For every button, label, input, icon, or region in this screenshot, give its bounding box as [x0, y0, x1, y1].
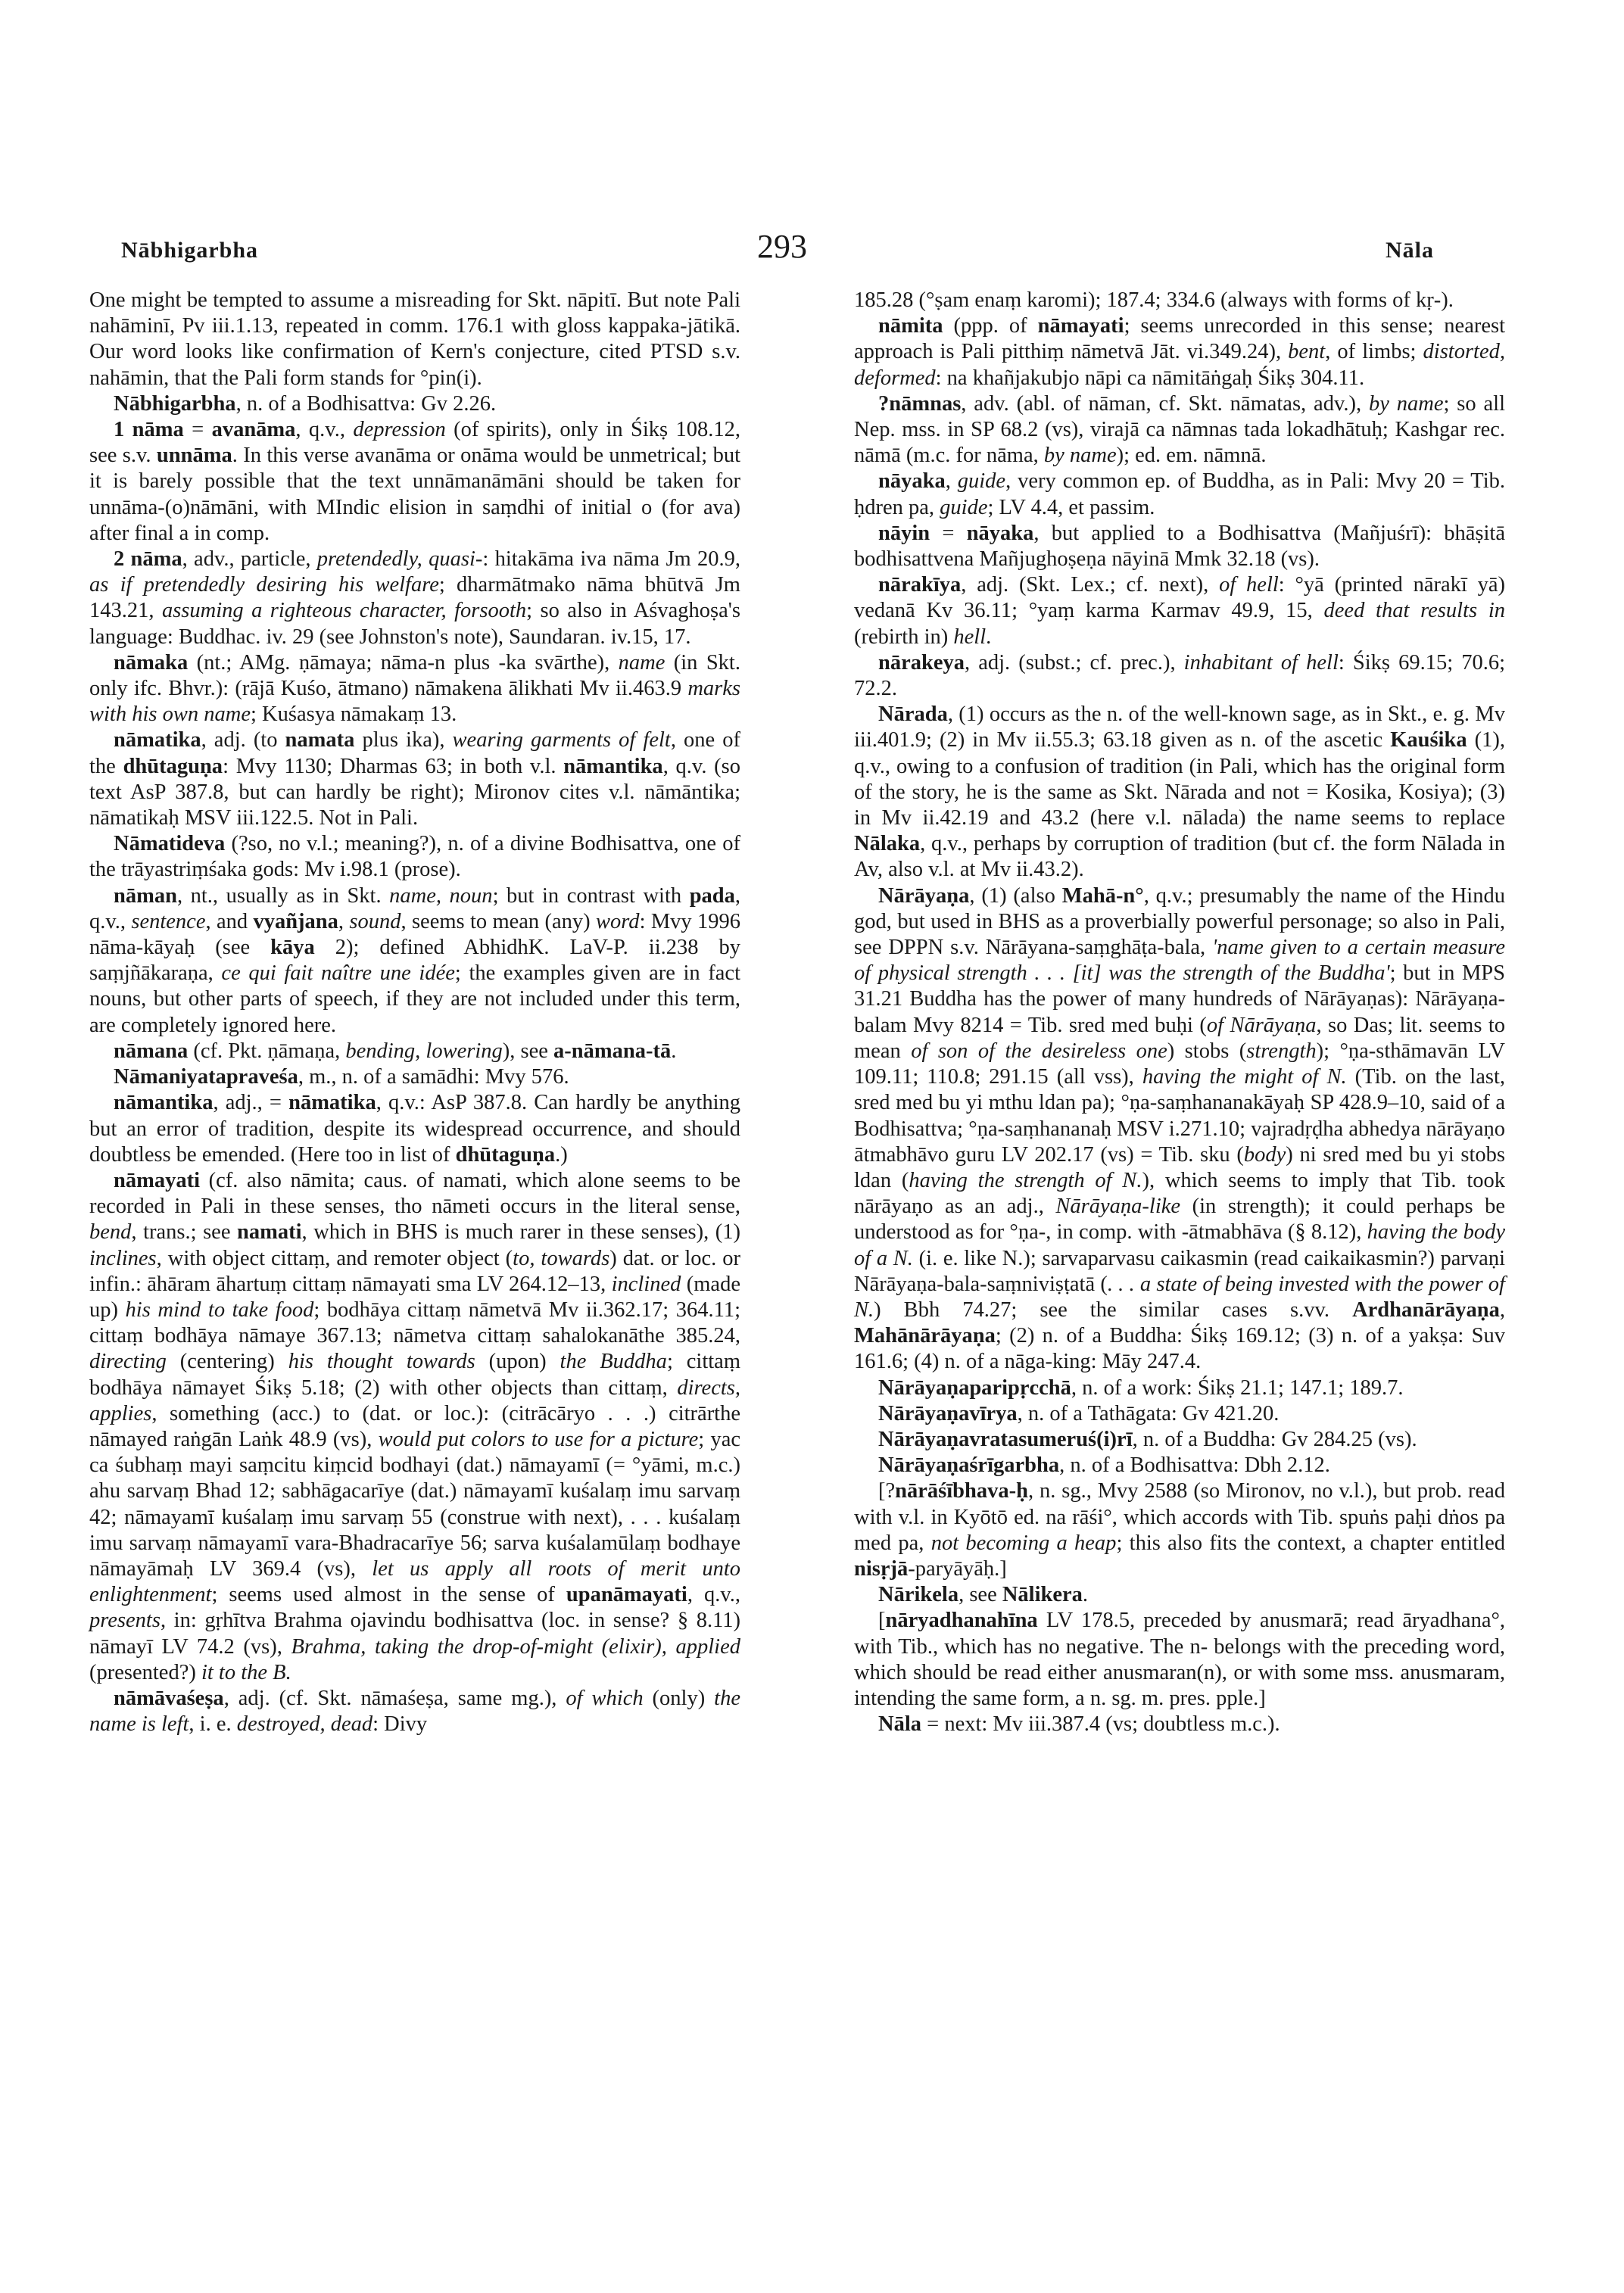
entry-text: , q.v., — [295, 418, 354, 442]
gloss-italic: bent — [1288, 340, 1326, 364]
dictionary-entry-nama-2 — [89, 547, 740, 650]
gloss-italic: of hell — [1219, 573, 1279, 597]
gloss-italic: hell — [953, 625, 987, 649]
entry-text: ) Bbh 74.27; see the similar cases s.vv. — [874, 1298, 1353, 1322]
entry-text: , — [338, 909, 350, 933]
headword: Ardhanārāyaṇa — [1352, 1298, 1500, 1322]
entry-text: (?so, no v.l.; meaning?), n. of a divine Bodhisattva, one of the trāyastriṃśaka gods: Mv i.98.1 (prose). — [89, 832, 740, 882]
entry-text: ; so all Nep. mss. in SP 68.2 (vs), virajā ca nāmnas tada lokadhātuḥ; Kashgar rec. nāmā (m.c. for nāma, — [854, 391, 1506, 468]
gloss-italic: by name — [1368, 391, 1444, 416]
gloss-italic: destroyed, dead — [236, 1712, 373, 1737]
entry-text: , i. e. — [189, 1712, 237, 1737]
gloss-italic: by name — [1043, 444, 1117, 468]
entry-text: , n. of a Buddha: Gv 284.25 (vs). — [1132, 1427, 1417, 1451]
headword: Nārāyaṇa — [878, 883, 970, 908]
entry-text: , very common ep. of Buddha, as in Pali: Mvy 20 = Tib. ḥdren pa, — [854, 469, 1505, 519]
entry-text: : hitakāma iva nāma Jm 20.9, — [482, 547, 741, 572]
headword: Nābhigarbha — [114, 391, 236, 416]
gloss-italic: having the body of a N. — [854, 1220, 1505, 1270]
entry-text: . In this verse avanāma or onāma would be unmetrical; but it is barely possible that the text unnāmanāmāni should be taken for unnāma-(o)nāmāni, with MIndic elision in saṃdhi of initial o (for ava) after final a in comp. — [89, 444, 741, 545]
entry-text: : °yā (printed nārakī yā) vedanā Kv 36.11; °yaṃ karma Karmav 49.9, 15, — [854, 573, 1505, 623]
entry-text: ; but in contrast with — [492, 883, 690, 908]
headword: nāmantika — [563, 754, 663, 778]
dictionary-entry-namaka — [89, 650, 740, 728]
entry-text: , something (acc.) to (dat. or loc.): (citrācāryo . . .) citrārthe nāmayed raṅgān Laṅk 48.9 (vs), — [89, 1401, 740, 1451]
entry-text: 2); defined AbhidhK. LaV-P. ii.238 by saṃjñākaraṇa, — [89, 936, 741, 986]
gloss-italic: name, noun — [389, 883, 493, 908]
entry-text: ; yac ca śubhaṃ mayi saṃcitu kiṃcid bodhayi (dat.) nāmayamī (= °yāmi, m.c.) ahu sarvaṃ Bhad 12; sabhāgacarīye (dat.) nāmayamī kuśalaṃ imu sarvaṃ 42; nāmayamī kuśalaṃ imu sarvaṃ 55 (construe with next), . . . kuśalaṃ imu sarvaṃ nāmayamī vara-Bhadracarīye 56; sarva kuśalamūlaṃ bodhaye nāmayāmaḥ LV 369.4 (vs), — [89, 1427, 740, 1581]
headword: nāmayati — [114, 1168, 200, 1192]
dictionary-entry-naryadhanahina — [854, 1608, 1505, 1712]
entry-text: , adj., = — [213, 1091, 289, 1115]
left-column — [89, 288, 740, 1737]
entry-text: (ppp. of — [943, 314, 1038, 338]
entry-text: , seems to mean (any) — [401, 909, 597, 933]
entry-text: ; but in MPS 31.21 Buddha has the power of many hundreds of Nārāyaṇas): Nārāyaṇa-balam Mvy 8214 = Tib. sred med buḥi ( — [854, 961, 1505, 1037]
entry-text: (in Skt. only ifc. Bhvr.): (rājā Kuśo, ātmano) nāmakena ālikhati Mv ii.463.9 — [89, 650, 740, 701]
entry-text: ; (2) n. of a Buddha: Śikṣ 169.12; (3) n. of a yakṣa: Suv 161.6; (4) n. of a nāga-king: Māy 247.4. — [854, 1324, 1505, 1374]
headword: nāmita — [878, 314, 943, 338]
gloss-italic: inclined — [611, 1272, 681, 1296]
entry-text: = — [183, 418, 212, 442]
entry-text: ; Kuśasya nāmakaṃ 13. — [250, 703, 457, 727]
entry-text: [? — [878, 1479, 896, 1503]
headword: nāman — [114, 883, 177, 908]
entry-text: , nt., usually as in Skt. — [176, 883, 390, 908]
entry-text: (i. e. like N.); sarvaparvasu caikasmin (read caikaikasmin?) parvaṇi Nārāyaṇa-bala-saṃniviṣṭatā ( — [854, 1246, 1505, 1296]
gloss-italic: would put colors to use for a picture — [378, 1427, 699, 1451]
gloss-italic: marks with his own name — [89, 677, 740, 727]
entry-text: 185.28 (°ṣam enaṃ karomi); 187.4; 334.6 (always with forms of kṛ-). — [854, 288, 1454, 312]
entry-text: (nt.; AMg. ṇāmaya; nāma-n plus -ka svārthe), — [188, 650, 619, 675]
gloss-italic: as if pretendedly desiring his welfare — [89, 573, 439, 597]
gloss-italic: having the strength of N. — [909, 1168, 1142, 1192]
entry-text: , q.v., perhaps by corruption of tradition (but cf. the form Nālada in Av, also v.l. at Mv ii.43.2). — [854, 832, 1505, 882]
entry-text: (cf. also nāmita; caus. of namati, which alone seems to be recorded in Pali in these senses, tho nāmeti occurs in the literal sense, — [89, 1168, 740, 1219]
headword: nāyaka — [966, 521, 1034, 545]
entry-text: , one of the — [89, 728, 740, 778]
entry-text: . — [986, 625, 992, 649]
gloss-italic: Brahma, taking the drop-of-might (elixir), applied — [291, 1634, 740, 1659]
headword: Nārikela — [878, 1583, 959, 1607]
entry-text: , adj. (subst.; cf. prec.), — [965, 650, 1184, 675]
headword: nāmana — [114, 1039, 189, 1063]
headword: Nārāyaṇaparipṛcchā — [878, 1375, 1071, 1400]
headword: namata — [285, 728, 355, 752]
headword: nāyin — [878, 521, 930, 545]
gloss-italic: . . . a state of being invested with the power of N. — [854, 1272, 1505, 1322]
entry-text: , q.v., — [89, 883, 741, 933]
entry-text: (upon) — [475, 1350, 560, 1374]
gloss-italic: bend — [89, 1220, 132, 1245]
headword: Mahānārāyaṇa — [854, 1324, 996, 1348]
dictionary-entry-namatika — [89, 727, 740, 831]
entry-text: , adv. (abl. of nāman, cf. Skt. nāmatas, adv.), — [961, 391, 1369, 416]
entry-text: ; cittaṃ bodhāya nāmayet Śikṣ 5.18; (2) with other objects than cittaṃ, — [89, 1350, 740, 1400]
gloss-italic: inhabitant of hell — [1183, 650, 1339, 675]
gloss-italic: body — [1243, 1142, 1286, 1167]
headword: Nārada — [878, 703, 948, 727]
entry-text: , adj. (Skt. Lex.; cf. next), — [961, 573, 1220, 597]
gloss-italic: having the might of N. — [1142, 1065, 1347, 1089]
dictionary-entry-namayati — [89, 1168, 740, 1686]
entry-text: (only) — [643, 1686, 715, 1710]
entry-text: (presented?) — [89, 1660, 201, 1684]
entry-text: (rebirth in) — [854, 625, 954, 649]
gloss-italic: depression — [353, 418, 446, 442]
headword: Nārāyaṇaśrīgarbha — [878, 1453, 1060, 1478]
entry-text: , n. of a Bodhisattva: Gv 2.26. — [235, 391, 497, 416]
dictionary-entry-nabhigarbha — [89, 391, 740, 417]
headword: 2 nāma — [114, 547, 182, 572]
dictionary-entry-namnas — [854, 391, 1505, 469]
headword: nāryadhanahīna — [885, 1609, 1038, 1633]
dictionary-entry-namavasesa — [89, 1686, 740, 1737]
entry-text: : na khañjakubjo nāpi ca nāmitāṅgaḥ Śikṣ 304.11. — [935, 366, 1365, 390]
dictionary-entry-nayin — [854, 521, 1505, 572]
gloss-italic: sound — [349, 909, 401, 933]
entry-text: = next: Mv iii.387.4 (vs; doubtless m.c.). — [921, 1712, 1280, 1737]
gloss-italic: wearing garments of felt — [452, 728, 671, 752]
entry-text: , n. sg., Mvy 2588 (so Mironov, no v.l.), but prob. read with v.l. in Kyōtō ed. na rāśi°, which accords with Tib. spuṅs paḥi dṅos pa med pa, — [854, 1479, 1505, 1555]
gloss-italic: pretendedly, quasi- — [316, 547, 483, 572]
dictionary-entry-narayanavirya — [854, 1401, 1505, 1427]
gloss-italic: directs, applies — [89, 1375, 740, 1425]
entry-text: , of limbs; — [1325, 340, 1423, 364]
entry-text: ) stobs ( — [1167, 1039, 1247, 1063]
entry-text: , m., n. of a samādhi: Mvy 576. — [298, 1065, 569, 1089]
page-number: 293 — [757, 228, 807, 265]
dictionary-entry-nala — [854, 1712, 1505, 1737]
dictionary-entry-nayaka — [854, 469, 1505, 520]
dictionary-entry-narayana — [854, 883, 1505, 1375]
gloss-italic: not becoming a heap — [930, 1531, 1117, 1555]
entry-text: , adj. (to — [201, 728, 285, 752]
entry-text: ); ed. em. nāmnā. — [1116, 444, 1267, 468]
gloss-italic: deed that results in — [1323, 599, 1505, 623]
headword: nārakīya — [878, 573, 962, 597]
entry-text: ; bodhāya cittaṃ nāmetvā Mv ii.362.17; 364.11; cittaṃ bodhāya nāmaye 367.13; nāmetva cittaṃ sahalokanāthe 385.24, — [89, 1298, 740, 1348]
right-guideword: Nāla — [1386, 238, 1434, 263]
headword: namati — [237, 1220, 302, 1245]
gloss-italic: 'name given to a certain measure of physical strength . . . [it] was the strength of the Buddha' — [854, 936, 1505, 986]
dictionary-entry-nama-1 — [89, 417, 740, 547]
gloss-italic: of Nārāyaṇa — [1206, 1013, 1317, 1037]
dictionary-entry-narayanavratasumerus — [854, 1427, 1505, 1453]
headword: Nārāyaṇavratasumeruś(i)rī — [878, 1427, 1133, 1451]
entry-text: , with object cittaṃ, and remoter object ( — [156, 1246, 513, 1270]
dictionary-entry-narikela — [854, 1582, 1505, 1608]
gloss-italic: distorted, deformed — [854, 340, 1505, 390]
entry-text: (of spirits), only in Śikṣ 108.12, see s.v. — [89, 418, 741, 468]
headword: Nālikera — [1002, 1583, 1083, 1607]
gloss-italic: directing — [89, 1350, 167, 1374]
entry-text: , which in BHS is much rarer in these senses), (1) — [301, 1220, 740, 1245]
entry-text: , (1) (also — [969, 883, 1062, 908]
headword: Nārāyaṇavīrya — [878, 1401, 1018, 1425]
entry-text: , q.v.; presumably the name of the Hindu god, but used in BHS as a proverbially powerful personage; so also in Pali, see DPPN s.v. Nārāyana-saṃghāṭa-bala, — [854, 883, 1505, 960]
headword: nāmantika — [114, 1091, 214, 1115]
gloss-italic: the name is left — [89, 1686, 740, 1737]
headword: unnāma — [156, 444, 232, 468]
entry-text: ) ni sred med bu yi stobs ldan ( — [854, 1142, 1505, 1192]
entry-text: , and — [205, 909, 254, 933]
entry-text: ; seems used almost in the sense of — [211, 1583, 566, 1607]
gloss-italic: Nārāyaṇa-like — [1055, 1195, 1181, 1219]
headword: 1 nāma — [114, 418, 184, 442]
headword: a-nāmana-tā — [553, 1039, 672, 1063]
headword: nāmatika — [114, 728, 201, 752]
dictionary-entry-narakeya — [854, 650, 1505, 702]
entry-text: . — [1082, 1583, 1089, 1607]
entry-text: , adj. (cf. Skt. nāmaśeṣa, same mg.), — [223, 1686, 566, 1710]
headword: nāmayati — [1037, 314, 1124, 338]
dictionary-entry-narasibhava — [854, 1478, 1505, 1582]
entry-text: LV 178.5, preceded by anusmarā; read āryadhana°, with Tib., which has no negative. The n- belongs with the preceding word, which should be read either anusmaran(n), or with some mss. anusmaram, intending the same form, a n. sg. m. pres. pple.] — [854, 1609, 1505, 1710]
page-header — [0, 227, 1624, 273]
gloss-italic: bending, lowering — [345, 1039, 503, 1063]
entry-text: : Śikṣ 69.15; 70.6; 72.2. — [854, 650, 1506, 701]
entry-text: One might be tempted to assume a misreading for Skt. nāpitī. But note Pali nahāminī, Pv iii.1.13, repeated in comm. 176.1 with gloss kappaka-jātikā. Our word looks like confirmation of Kern's conjecture, cited PTSD s.v. nahāmin, that the Pali form stands for °pin(i). — [89, 288, 740, 390]
headword: nārāśībhava-ḥ — [895, 1479, 1028, 1503]
entry-text: , — [945, 469, 958, 494]
dictionary-entry-namaniyatapravesa — [89, 1064, 740, 1090]
headword: Mahā-n° — [1061, 883, 1144, 908]
entry-text: , in: gṛhītva Brahma ojavindu bodhisattva (loc. in sense? § 8.11) nāmayī LV 74.2 (vs), — [89, 1609, 740, 1659]
entry-text: -paryāyāḥ.] — [908, 1556, 1007, 1581]
gloss-italic: name — [618, 650, 665, 675]
headword: nāmaka — [114, 650, 189, 675]
entry-text: ; seems unrecorded in this sense; nearest approach is Pali pitthiṃ nāmetvā Jāt. vi.349.24), — [854, 314, 1505, 364]
dictionary-entry-narayanapariprccha — [854, 1375, 1505, 1401]
gloss-italic: of which — [566, 1686, 644, 1710]
right-column — [854, 288, 1505, 1737]
entry-continuation — [89, 288, 740, 391]
headword: dhūtaguṇa — [123, 754, 223, 778]
entry-text: ) dat. or loc. or infin.: āhāram āhartuṃ cittaṃ nāmayati sma LV 264.12–13, — [89, 1246, 740, 1296]
gloss-italic: let us apply all roots of merit unto enlightenment — [89, 1556, 740, 1607]
entry-text: (Tib. on the last, sred med bu yi mthu ldan pa); °ṇa-saṃhananakāyaḥ SP 428.9–10, said of a Bodhisattva; °ṇa-saṃhananaḥ MSV i.271.10; vajradṛḍha abhedya nārāyaṇo ātmabhāvo guru LV 202.17 (vs) = Tib. sku ( — [854, 1065, 1506, 1167]
gloss-italic: ce qui fait naître une idée — [221, 961, 455, 986]
headword: nāmatika — [288, 1091, 376, 1115]
entry-text: , see — [959, 1583, 1002, 1607]
entry-text: , q.v., — [687, 1583, 740, 1607]
entry-text: (1), q.v., owing to a confusion of tradition (in Pali, which has the original form of the story, he is the same as Skt. Nārada and not = Kosika, Kosiya); (3) in Mv ii.42.19 and 43.2 (here v.l. nālada) the name seems to replace — [854, 728, 1506, 830]
entry-continuation — [854, 288, 1505, 313]
gloss-italic: guide — [957, 469, 1006, 494]
headword: nisṛjā — [854, 1556, 909, 1581]
headword: kāya — [270, 936, 315, 960]
gloss-italic: inclines — [89, 1246, 157, 1270]
headword: Kauśika — [1390, 728, 1467, 752]
headword: nāmāvaśeṣa — [114, 1686, 224, 1710]
gloss-italic: the Buddha — [560, 1350, 667, 1374]
entry-text: (cf. Pkt. ṇāmaṇa, — [188, 1039, 346, 1063]
entry-text: , adv., particle, — [182, 547, 317, 572]
entry-text: , — [1499, 1298, 1505, 1322]
entry-text: [ — [878, 1609, 886, 1633]
headword: Nāmatideva — [114, 832, 226, 856]
entry-text: , n. of a work: Śikṣ 21.1; 147.1; 189.7. — [1071, 1375, 1404, 1400]
entry-text: ), see — [502, 1039, 554, 1063]
gloss-italic: his mind to take food — [125, 1298, 314, 1322]
entry-text: , but applied to a Bodhisattva (Mañjuśrī): bhāṣitā bodhisattvena Mañjughoṣeṇa nāyinā Mmk 32.18 (vs). — [854, 521, 1506, 572]
entry-text: , (1) occurs as the n. of the well-known sage, as in Skt., e. g. Mv iii.401.9; (2) in Mv ii.55.3; 63.18 given as n. of the ascetic — [854, 703, 1505, 752]
gloss-italic: sentence — [131, 909, 206, 933]
entry-text: , n. of a Bodhisattva: Dbh 2.12. — [1059, 1453, 1330, 1478]
entry-text: , n. of a Tathāgata: Gv 421.20. — [1017, 1401, 1280, 1425]
gloss-italic: guide — [940, 495, 988, 519]
headword: nāyaka — [878, 469, 946, 494]
gloss-italic: his thought towards — [288, 1350, 475, 1374]
dictionary-entry-namatideva — [89, 831, 740, 883]
dictionary-entry-narayanasrigarbha — [854, 1453, 1505, 1478]
entry-text: ; so also in Aśvaghoṣa's language: Buddhac. iv. 29 (see Johnston's note), Saundaran. iv.15, 17. — [89, 599, 740, 649]
left-guideword: Nābhigarbha — [121, 238, 259, 263]
dictionary-entry-namita — [854, 313, 1505, 391]
entry-text: ; the examples given are in fact nouns, but other parts of speech, if they are not included under this term, are completely ignored here. — [89, 961, 740, 1037]
entry-text: ; this also fits the context, a chapter entitled — [1116, 1531, 1506, 1555]
gloss-italic: of son of the desireless one — [911, 1039, 1167, 1063]
headword: nārakeya — [878, 650, 965, 675]
entry-text: , q.v. (so text AsP 387.8, but can hardly be right); Mironov cites v.l. nāmāntika; nāmatikaḥ MSV iii.122.5. Not in Pali. — [89, 754, 741, 830]
entry-text: . — [671, 1039, 677, 1063]
entry-text: (centering) — [166, 1350, 288, 1374]
headword: avanāma — [211, 418, 296, 442]
gloss-italic: to, towards — [513, 1246, 610, 1270]
gloss-italic: presents — [89, 1609, 161, 1633]
entry-text: , so Das; lit. seems to mean — [854, 1013, 1506, 1063]
headword: vyañjana — [253, 909, 338, 933]
entry-text: : Divy — [372, 1712, 428, 1737]
headword: Nāla — [878, 1712, 921, 1737]
entry-text: ), which seems to imply that Tib. took nārāyaṇo as an adj., — [854, 1168, 1505, 1219]
entry-text: = — [930, 521, 967, 545]
entry-text: , trans.; see — [131, 1220, 238, 1245]
headword: ?nāmnas — [878, 391, 962, 416]
gloss-italic: strength — [1246, 1039, 1317, 1063]
headword: upanāmayati — [566, 1583, 687, 1607]
gloss-italic: word — [596, 909, 640, 933]
entry-text: : Mvy 1996 nāma-kāyaḥ (see — [89, 909, 741, 960]
dictionary-entry-narakiya — [854, 572, 1505, 650]
entry-text: ; dharmātmako nāma bhūtvā Jm 143.21, — [89, 573, 740, 623]
entry-text: : Mvy 1130; Dharmas 63; in both v.l. — [223, 754, 564, 778]
entry-text: .) — [555, 1142, 568, 1167]
headword: Nāmaniyatapraveśa — [114, 1065, 298, 1089]
entry-text: , q.v.: AsP 387.8. Can hardly be anything but an error of tradition, despite its widespread occurrence, and should doubtless be emended. (Here too in list of — [89, 1091, 740, 1167]
entry-text: (in strength); it could perhaps be understood as for °ṇa-, in comp. with -ātmabhāva (§ 8.12), — [854, 1195, 1505, 1245]
headword: Nālaka — [854, 832, 921, 856]
dictionary-entry-narada — [854, 702, 1505, 883]
headword: dhūtaguṇa — [455, 1142, 556, 1167]
dictionary-entry-namana — [89, 1039, 740, 1064]
entry-text: ); °ṇa-sthāmavān LV 109.11; 110.8; 291.15 (all vss), — [854, 1039, 1505, 1089]
entry-text: ; LV 4.4, et passim. — [987, 495, 1155, 519]
gloss-italic: assuming a righteous character, forsooth — [161, 599, 527, 623]
gloss-italic: it to the B. — [201, 1660, 291, 1684]
entry-text: (made up) — [89, 1272, 740, 1322]
entry-text: plus ika), — [354, 728, 453, 752]
dictionary-entry-naman — [89, 883, 740, 1039]
headword: pada — [689, 883, 735, 908]
dictionary-entry-namantika — [89, 1090, 740, 1168]
